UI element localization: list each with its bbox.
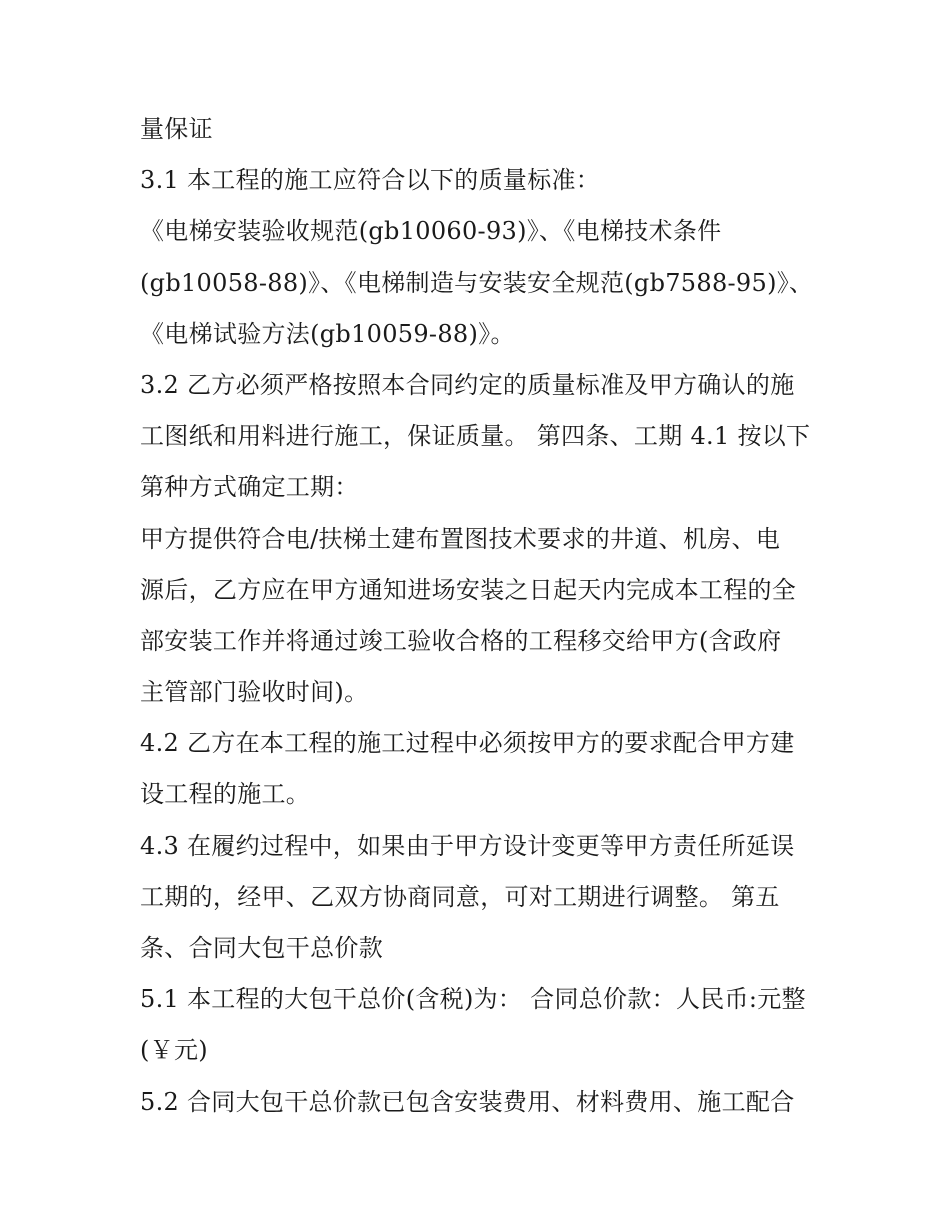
text-line: 源后，乙方应在甲方通知进场安装之日起天内完成本工程的全 (140, 575, 797, 604)
document-body (140, 104, 830, 1128)
text-line: 3.2 乙方必须严格按照本合同约定的质量标准及甲方确认的施 (140, 370, 795, 399)
text-line: 第种方式确定工期： (140, 473, 359, 502)
text-line: 4.3 在履约过程中，如果由于甲方设计变更等甲方责任所延误 (140, 831, 795, 860)
text-line: 量保证 (140, 115, 213, 143)
text-line: 《电梯安装验收规范(gb10060-93)》、《电梯技术条件 (140, 217, 722, 246)
text-line: 3.1 本工程的施工应符合以下的质量标准： (140, 166, 601, 195)
text-line: 5.2 合同大包干总价款已包含安装费用、材料费用、施工配合 (140, 1087, 795, 1116)
text-line: 部安装工作并将通过竣工验收合格的工程移交给甲方(含政府 (140, 626, 782, 655)
text-line: (￥元) (140, 1036, 208, 1065)
text-line: 《电梯试验方法(gb10059-88)》。 (140, 319, 515, 348)
text-line: 工图纸和用料进行施工，保证质量。 第四条、工期 4.1 按以下 (140, 422, 811, 451)
text-line: 5.1 本工程的大包干总价(含税)为： 合同总价款：人民币:元整 (140, 985, 806, 1014)
text-line: 主管部门验收时间)。 (140, 678, 369, 707)
text-line: 甲方提供符合电/扶梯土建布置图技术要求的井道、机房、电 (140, 524, 781, 553)
text-line: 工期的，经甲、乙双方协商同意，可对工期进行调整。 第五 (140, 882, 780, 911)
text-line: (gb10058-88)》、《电梯制造与安装安全规范(gb7588-95)》、 (140, 268, 814, 297)
text-line: 条、合同大包干总价款 (140, 934, 383, 962)
text-line: 4.2 乙方在本工程的施工过程中必须按甲方的要求配合甲方建 (140, 729, 795, 758)
text-line: 设工程的施工。 (140, 780, 311, 809)
